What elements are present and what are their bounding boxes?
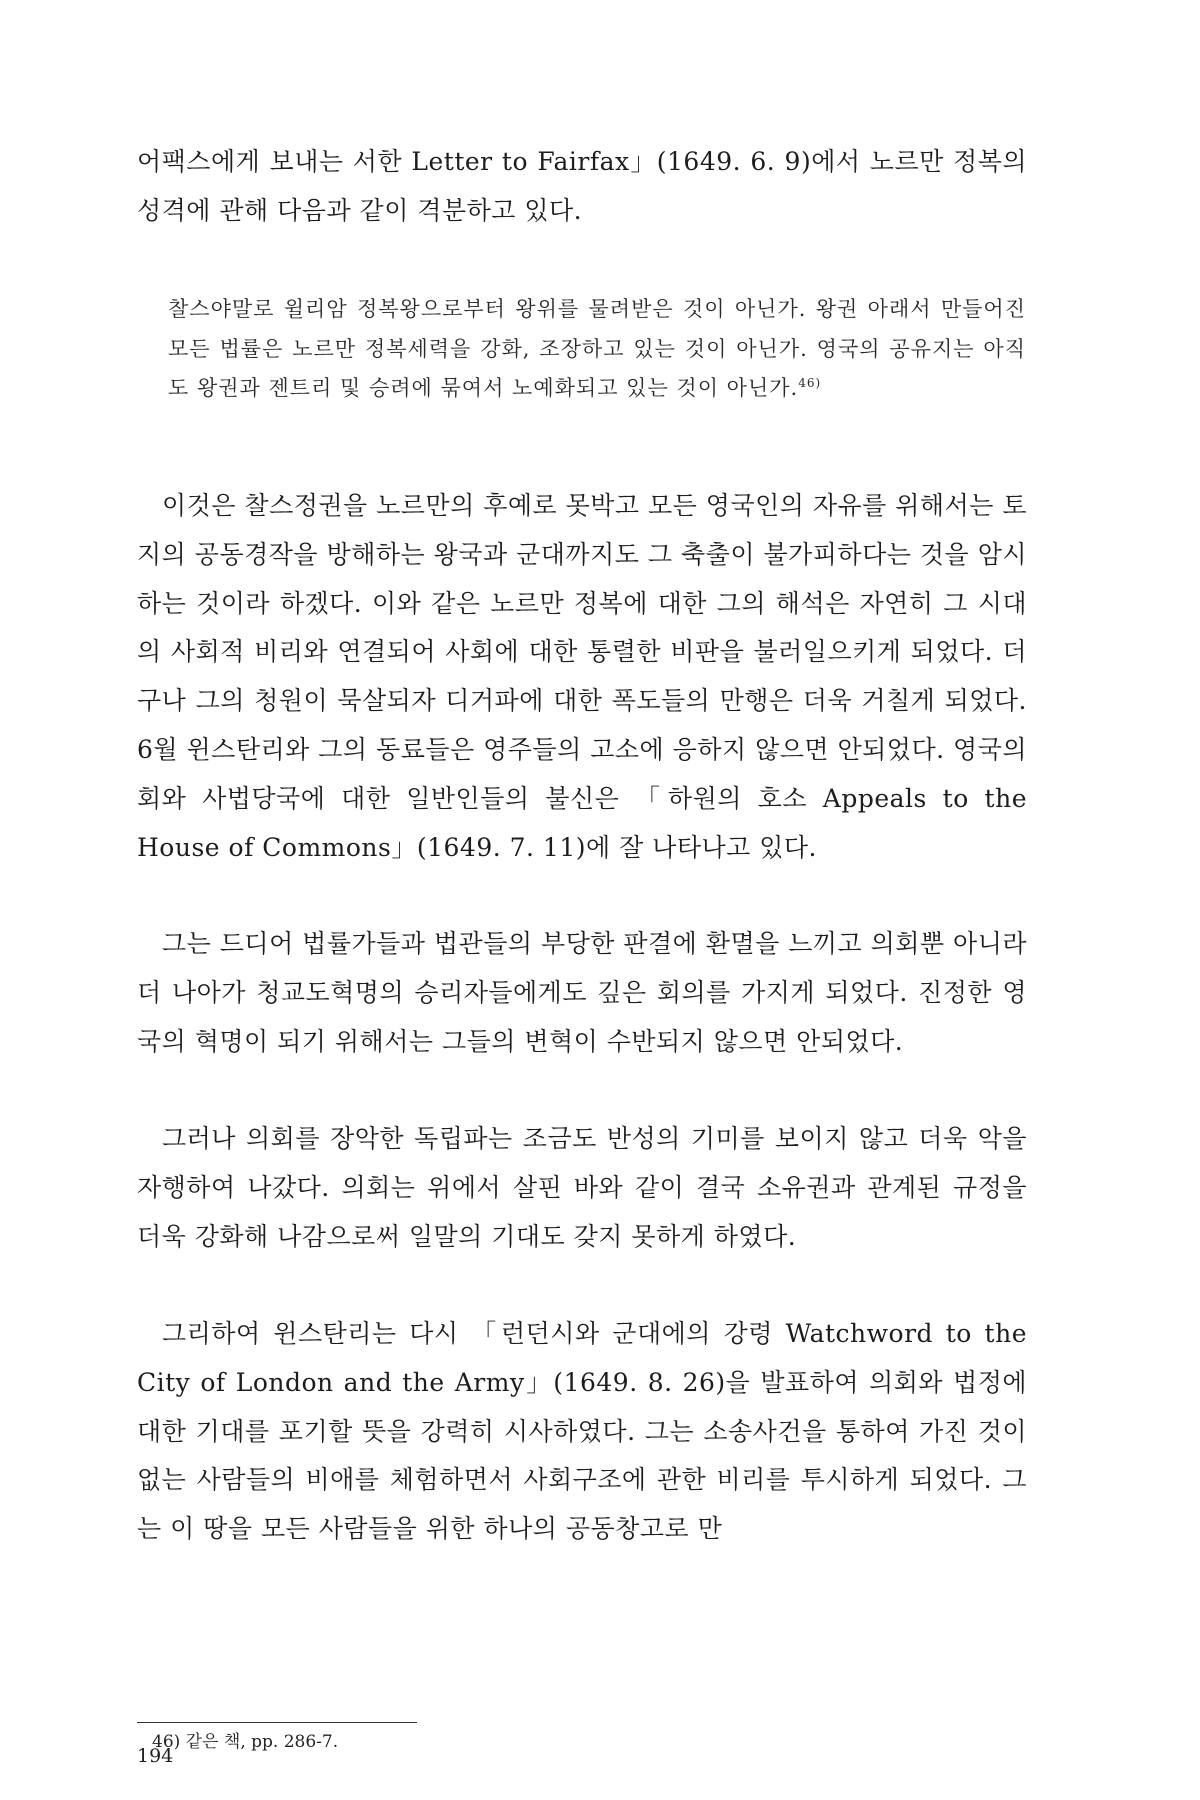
block-quote-text: 찰스야말로 윌리암 정복왕으로부터 왕위를 물려받은 것이 아닌가. 왕권 아래서 만들어진 모든 법률은 노르만 정복세력을 강화, 조장하고 있는 것이 아닌가. 영국의 공유지는 아직도 왕권과 젠트리 및 승려에 묶여서 노예화되고 있는 것이 아닌가. [168, 297, 1026, 400]
block-quote [168, 290, 1026, 409]
body-paragraph-independents: 그러나 의회를 장악한 독립파는 조금도 반성의 기미를 보이지 않고 더욱 악을 자행하여 나갔다. 의회는 위에서 살핀 바와 같이 결국 소유권과 관계된 규정을 더욱 강화해 나감으로써 일말의 기대도 갖지 못하게 하였다. [137, 1124, 1027, 1251]
footnote-reference: 46) [798, 376, 822, 390]
footnote-divider [137, 1722, 417, 1723]
body-paragraph-watchword: 그리하여 윈스탄리는 다시 「런던시와 군대에의 강령 Watchword to the City of London and the Army」(1649. 8. 26)을 발표하여 의회와 법정에 대한 기대를 포기할 뜻을 강력히 시사하였다. 그는 소송사건을 통하여 가진 것이 없는 사람들의 비애를 체험하면서 사회구조에 관한 비리를 투시하게 되었다. 그는 이 땅을 모든 사람들을 위한 하나의 공동창고로 만 [137, 1319, 1027, 1544]
page-number: 194 [137, 1745, 174, 1767]
body-paragraph-intro: 어팩스에게 보내는 서한 Letter to Fairfax」(1649. 6. 9)에서 노르만 정복의 성격에 관해 다음과 같이 격분하고 있다. [137, 147, 1027, 225]
body-paragraph-parliament: 그는 드디어 법률가들과 법관들의 부당한 판결에 환멸을 느끼고 의회뿐 아니라 더 나아가 청교도혁명의 승리자들에게도 깊은 회의를 가지게 되었다. 진정한 영국의 혁명이 되기 위해서는 그들의 변혁이 수반되지 않으면 안되었다. [137, 929, 1027, 1056]
body-paragraph-norman: 이것은 찰스정권을 노르만의 후예로 못박고 모든 영국인의 자유를 위해서는 토지의 공동경작을 방해하는 왕국과 군대까지도 그 축출이 불가피하다는 것을 암시하는 것이라 하겠다. 이와 같은 노르만 정복에 대한 그의 해석은 자연히 그 시대의 사회적 비리와 연결되어 사회에 대한 통렬한 비판을 불러일으키게 되었다. 더구나 그의 청원이 묵살되자 디거파에 대한 폭도들의 만행은 더욱 거칠게 되었다. 6월 윈스탄리와 그의 동료들은 영주들의 고소에 응하지 않으면 안되었다. 영국의회와 사법당국에 대한 일반인들의 불신은 「하원의 호소 Appeals to the House of Commons」(1649. 7. 11)에 잘 나타나고 있다. [137, 491, 1027, 862]
footnote-46: 46) 같은 책, pp. 286-7. [152, 1732, 339, 1752]
